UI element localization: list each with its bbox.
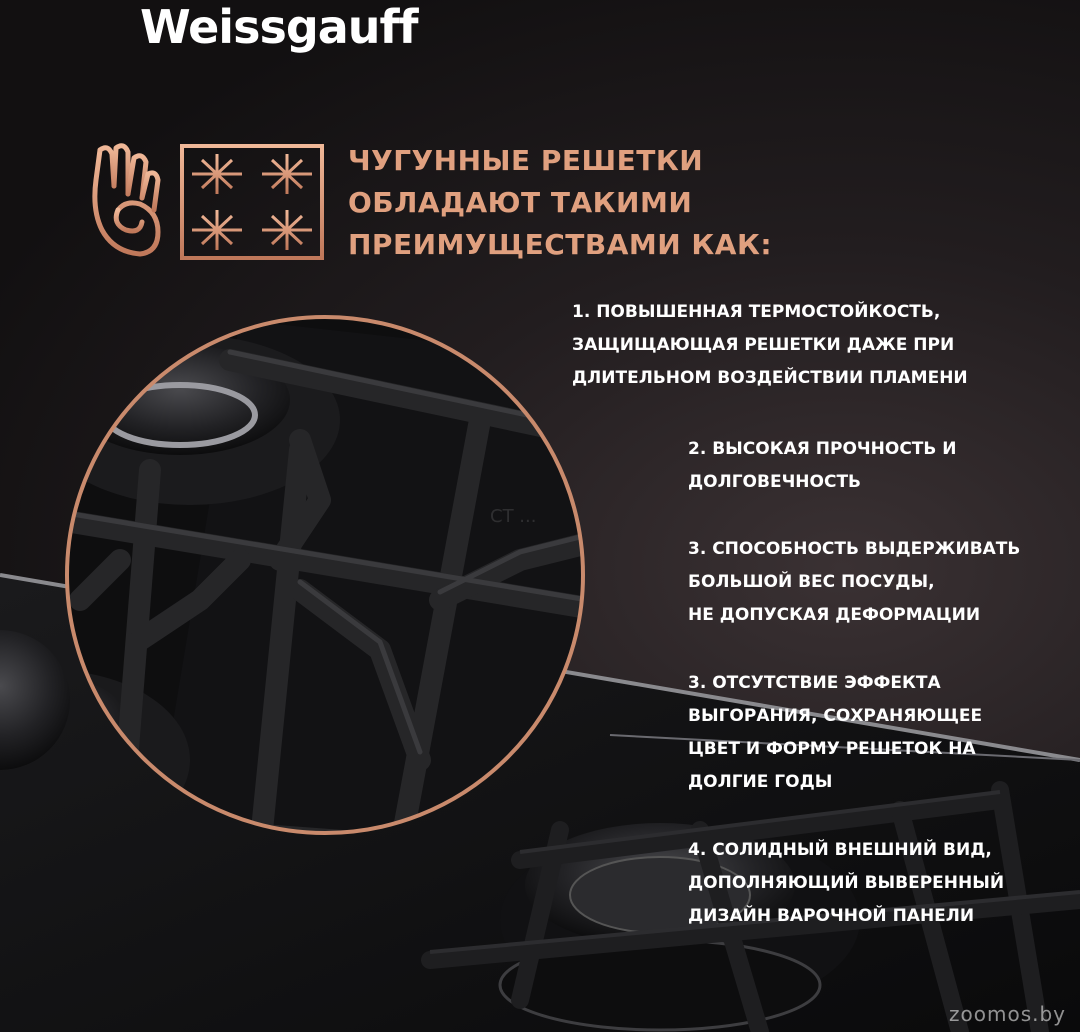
benefit-2	[688, 433, 957, 499]
headline-line: ЧУГУННЫЕ РЕШЕТКИ	[348, 144, 704, 177]
benefit-line: ДОЛГИЕ ГОДЫ	[688, 772, 833, 792]
benefit-line: 2. ВЫСОКАЯ ПРОЧНОСТЬ И	[688, 439, 957, 459]
faint-watermark: СТ ...	[490, 506, 537, 527]
benefit-5	[688, 834, 1004, 933]
benefit-line: ДОЛГОВЕЧНОСТЬ	[688, 472, 862, 492]
headline-line: ПРЕИМУЩЕСТВАМИ КАК:	[348, 228, 773, 261]
benefit-4	[688, 667, 982, 799]
benefit-line: ЦВЕТ И ФОРМУ РЕШЕТОК НА	[688, 739, 976, 759]
benefit-1	[572, 296, 968, 395]
benefit-line: 4. СОЛИДНЫЙ ВНЕШНИЙ ВИД,	[688, 840, 992, 860]
benefit-line: ВЫГОРАНИЯ, СОХРАНЯЮЩЕЕ	[688, 706, 983, 726]
headline-line: ОБЛАДАЮТ ТАКИМИ	[348, 186, 693, 219]
ok-hand-icon	[95, 146, 158, 254]
benefit-line: ДОПОЛНЯЮЩИЙ ВЫВЕРЕННЫЙ	[688, 873, 1005, 893]
benefit-line: ДИЗАЙН ВАРОЧНОЙ ПАНЕЛИ	[688, 906, 975, 926]
benefit-3	[688, 533, 1020, 632]
zoomos-watermark: zoomos.by	[949, 1002, 1066, 1026]
benefit-line: 3. ОТСУТСТВИЕ ЭФФЕКТА	[688, 673, 941, 693]
benefit-line: БОЛЬШОЙ ВЕС ПОСУДЫ,	[688, 572, 935, 592]
benefit-line: ДЛИТЕЛЬНОМ ВОЗДЕЙСТВИИ ПЛАМЕНИ	[572, 368, 968, 388]
benefit-line: 1. ПОВЫШЕННАЯ ТЕРМОСТОЙКОСТЬ,	[572, 302, 941, 322]
cast-iron-grate-icon	[182, 146, 322, 258]
hero-icons	[82, 140, 332, 265]
benefit-line: 3. СПОСОБНОСТЬ ВЫДЕРЖИВАТЬ	[688, 539, 1021, 559]
headline	[348, 140, 773, 266]
benefit-line: НЕ ДОПУСКАЯ ДЕФОРМАЦИИ	[688, 605, 981, 625]
brand-logo: Weissgauff	[140, 0, 418, 54]
benefit-line: ЗАЩИЩАЮЩАЯ РЕШЕТКИ ДАЖЕ ПРИ	[572, 335, 955, 355]
